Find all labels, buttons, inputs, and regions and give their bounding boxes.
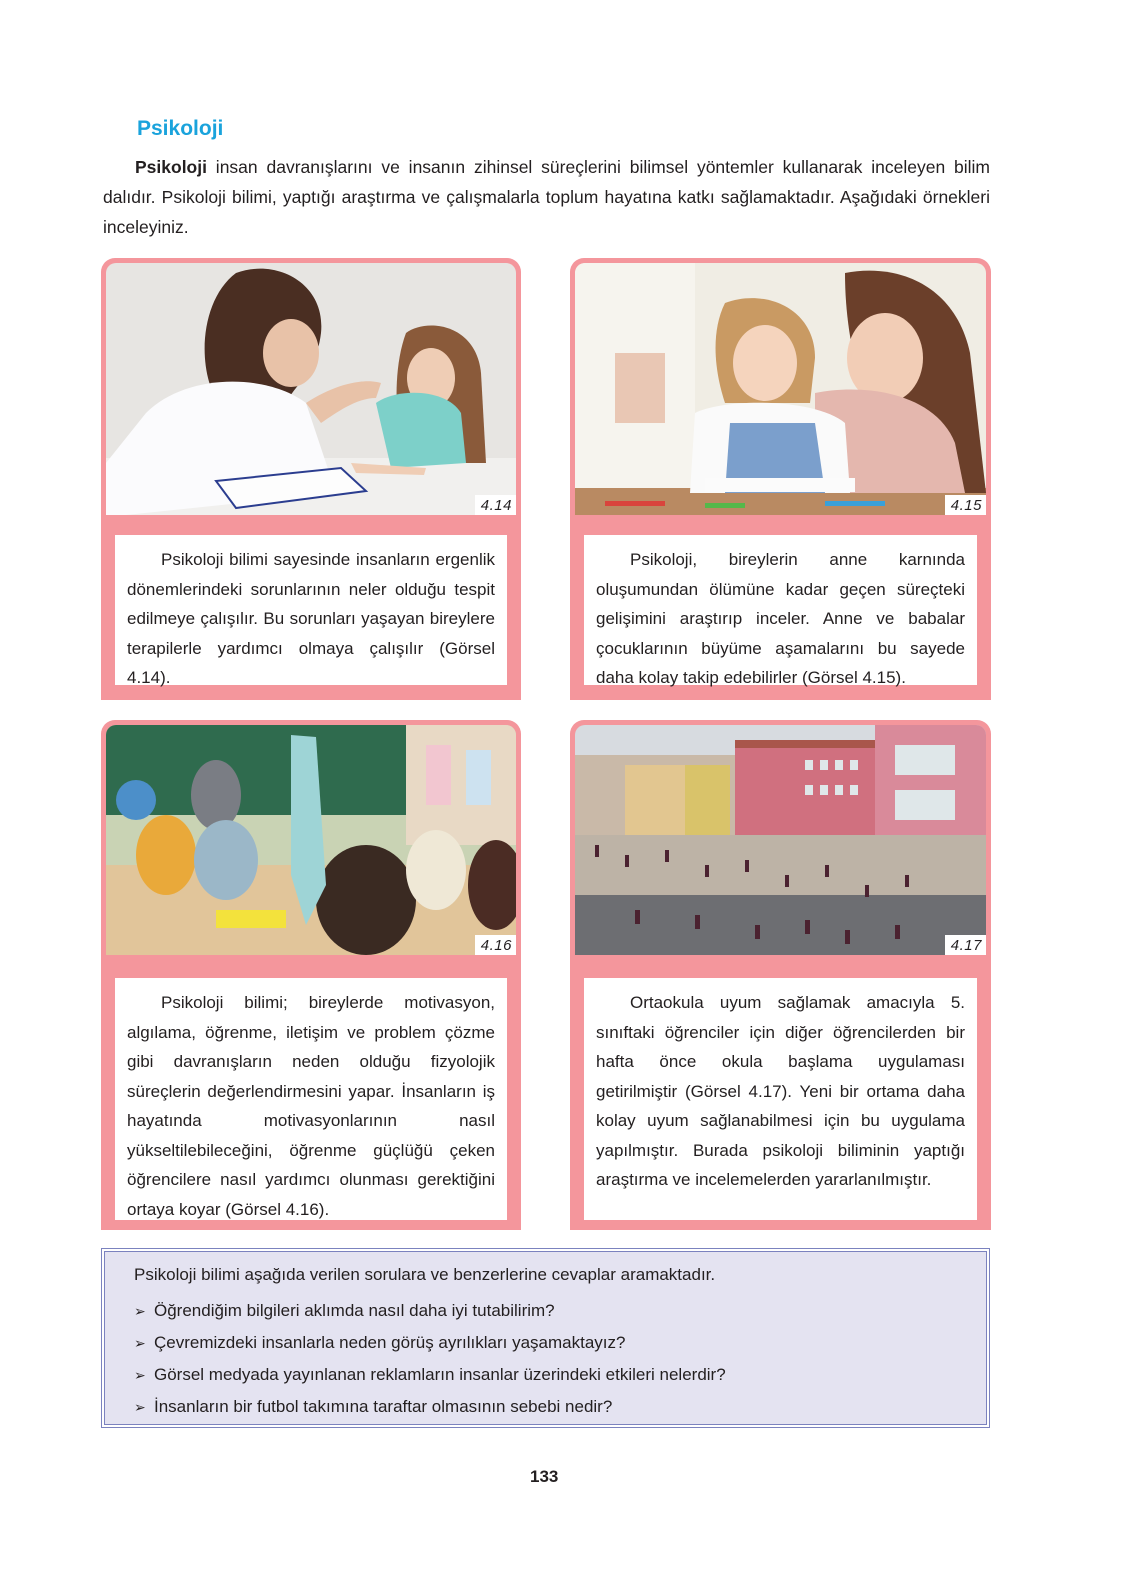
section-heading: Psikoloji [137,117,224,140]
question-item [134,1359,726,1391]
arrow-bullet-icon: ➢ [134,1303,146,1319]
card-text [115,535,507,685]
intro-paragraph [103,152,990,242]
card-paragraph: Psikoloji, bireylerin anne karnında oluşumundan ölümüne kadar geçen süreçteki gelişimini araştırıp inceler. Anne ve babalar çocuklarının büyüme aşamalarını bu sayede daha kolay takip edebilirler (Görsel 4.15). [596,550,965,687]
figure-label: 4.17 [945,935,986,955]
figure-label: 4.14 [475,495,516,515]
question-item [134,1391,726,1423]
questions-box [101,1248,990,1428]
question-text: İnsanların bir futbol takımına taraftar olmasının sebebi nedir? [154,1397,613,1416]
question-text: Çevremizdeki insanlarla neden görüş ayrılıkları yaşamaktayız? [154,1333,626,1352]
questions-intro: Psikoloji bilimi aşağıda verilen sorulara ve benzerlerine cevaplar aramaktadır. [134,1265,716,1284]
page-number: 133 [530,1467,559,1486]
schoolyard-students-photo [575,725,986,955]
figure-label: 4.15 [945,495,986,515]
intro-text: insan davranışlarını ve insanın zihinsel süreçlerini bilimsel yöntemler kullanarak inceleyen bilim dalıdır. Psikoloji bilimi, yaptığı araştırma ve çalışmalarla toplum hayatına katkı sağlamaktadır. Aşağıdaki örnekleri inceleyiniz. [103,157,990,237]
question-item [134,1327,726,1359]
figure-card-4-17 [570,720,991,1230]
psychologist-comforting-girl-photo [106,263,516,515]
card-paragraph: Psikoloji bilimi sayesinde insanların ergenlik dönemlerindeki sorunlarının neler olduğu tespit edilmeye çalışılır. Bu sorunları yaşayan bireylere terapilerle yardımcı olmaya çalışılır (Görsel 4.14). [127,550,495,687]
figure-card-4-15 [570,258,991,700]
question-text: Öğrendiğim bilgileri aklımda nasıl daha iyi tutabilirim? [154,1301,555,1320]
arrow-bullet-icon: ➢ [134,1399,146,1415]
intro-bold-term: Psikoloji [135,157,207,177]
figure-label: 4.16 [475,935,516,955]
card-text [584,978,977,1220]
figure-card-4-16 [101,720,521,1230]
questions-list [134,1295,726,1423]
card-paragraph: Psikoloji bilimi; bireylerde motivasyon, algılama, öğrenme, iletişim ve problem çözme gibi davranışların neden olduğu fizyolojik süreçlerin değerlendirmesini yapar. İnsanların iş hayatında motivasyonlarının nasıl yükseltilebileceğini, öğrenme güçlüğü çeken öğrencilere nasıl yardımcı olunması gerektiğini ortaya koyar (Görsel 4.16). [127,993,495,1219]
question-item [134,1295,726,1327]
classroom-raised-hands-photo [106,725,516,955]
question-text: Görsel medyada yayınlanan reklamların insanlar üzerindeki etkileri nelerdir? [154,1365,726,1384]
mother-and-daughter-drawing-photo [575,263,986,515]
arrow-bullet-icon: ➢ [134,1335,146,1351]
card-paragraph: Ortaokula uyum sağlamak amacıyla 5. sınıftaki öğrenciler için diğer öğrencilerden bir hafta önce okula başlama uygulaması getirilmiştir (Görsel 4.17). Yeni bir ortama daha kolay uyum sağlanabilmesi için bu uygulama yapılmıştır. Burada psikoloji biliminin yaptığı araştırma ve incelemelerden yararlanılmıştır. [596,993,965,1189]
figure-card-4-14 [101,258,521,700]
arrow-bullet-icon: ➢ [134,1367,146,1383]
card-text [584,535,977,685]
card-text [115,978,507,1220]
